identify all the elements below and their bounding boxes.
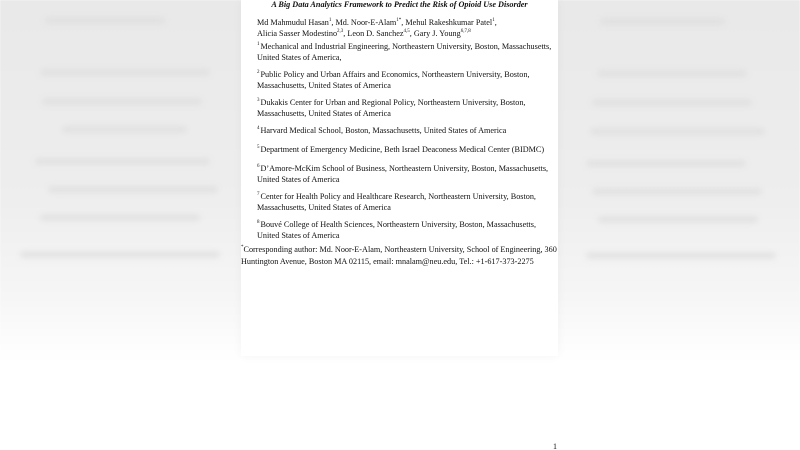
affiliation-3: $^3$Dukakis Center for Urban and Regional Policy, Northeastern University, Boston, Massachusetts, United States of America bbox=[257, 98, 526, 118]
author-name: Gary J. Young$^{6,7,8}$ bbox=[413, 29, 471, 38]
blurred-background-line bbox=[592, 188, 762, 195]
blurred-background-line bbox=[40, 214, 200, 221]
blurred-background-line bbox=[42, 98, 202, 105]
blurred-background-line bbox=[590, 128, 765, 135]
blurred-background-line bbox=[598, 216, 758, 223]
author-name: Leon D. Sanchez$^{4,5}$, bbox=[347, 29, 414, 38]
author-list bbox=[257, 17, 555, 39]
author-name: Mehul Rakeshkumar Patel$^1$, bbox=[405, 18, 497, 27]
corresponding-author: *Corresponding author: Md. Noor-E-Alam, Northeastern University, School of Engineering, 360 Huntington Avenue, Boston MA 02115, email: mnalam@neu.edu, Tel.: +1-617-373-2275 bbox=[241, 245, 557, 266]
blurred-background-line bbox=[45, 17, 165, 24]
blurred-background-line bbox=[586, 160, 746, 167]
page-number: 1 bbox=[553, 442, 557, 450]
blurred-background-line bbox=[48, 186, 218, 193]
paper-title: A Big Data Analytics Framework to Predict the Risk of Opioid Use Disorder bbox=[271, 0, 528, 9]
affiliation-5: $^5$Department of Emergency Medicine, Beth Israel Deaconess Medical Center (BIDMC) bbox=[257, 145, 545, 154]
author-name: Md Mahmudul Hasan$^1$, bbox=[257, 18, 336, 27]
author-name: Md. Noor-E-Alam$^{1*}$, bbox=[335, 18, 406, 27]
blurred-background-line bbox=[597, 70, 747, 77]
affiliation-7: $^7$Center for Health Policy and Healthcare Research, Northeastern University, Boston, Massachusetts, United States of America bbox=[257, 192, 536, 212]
affiliation-4: $^4$Harvard Medical School, Boston, Massachusetts, United States of America bbox=[257, 126, 507, 135]
affiliation-8: $^8$Bouvé College of Health Sciences, Northeastern University, Boston, Massachusetts, United States of America bbox=[257, 220, 537, 240]
paper-page bbox=[241, 0, 558, 356]
affiliation-2: $^2$Public Policy and Urban Affairs and Economics, Northeastern University, Boston, Massachusetts, United States of America bbox=[257, 70, 530, 90]
affiliation-6: $^6$D’Amore-McKim School of Business, Northeastern University, Boston, Massachusetts, United States of America bbox=[257, 164, 549, 184]
author-name: Alicia Sasser Modestino$^{2,3}$, bbox=[257, 29, 348, 38]
blurred-background-line bbox=[600, 18, 725, 25]
blurred-background-line bbox=[586, 252, 776, 259]
blurred-background-line bbox=[62, 126, 187, 133]
blurred-background-line bbox=[35, 158, 210, 165]
blurred-background-line bbox=[592, 99, 752, 106]
blurred-background-line bbox=[40, 69, 210, 76]
blurred-background-line bbox=[20, 251, 220, 258]
affiliation-1: $^1$Mechanical and Industrial Engineering, Northeastern University, Boston, Massachusetts, United States of America, bbox=[257, 42, 552, 62]
